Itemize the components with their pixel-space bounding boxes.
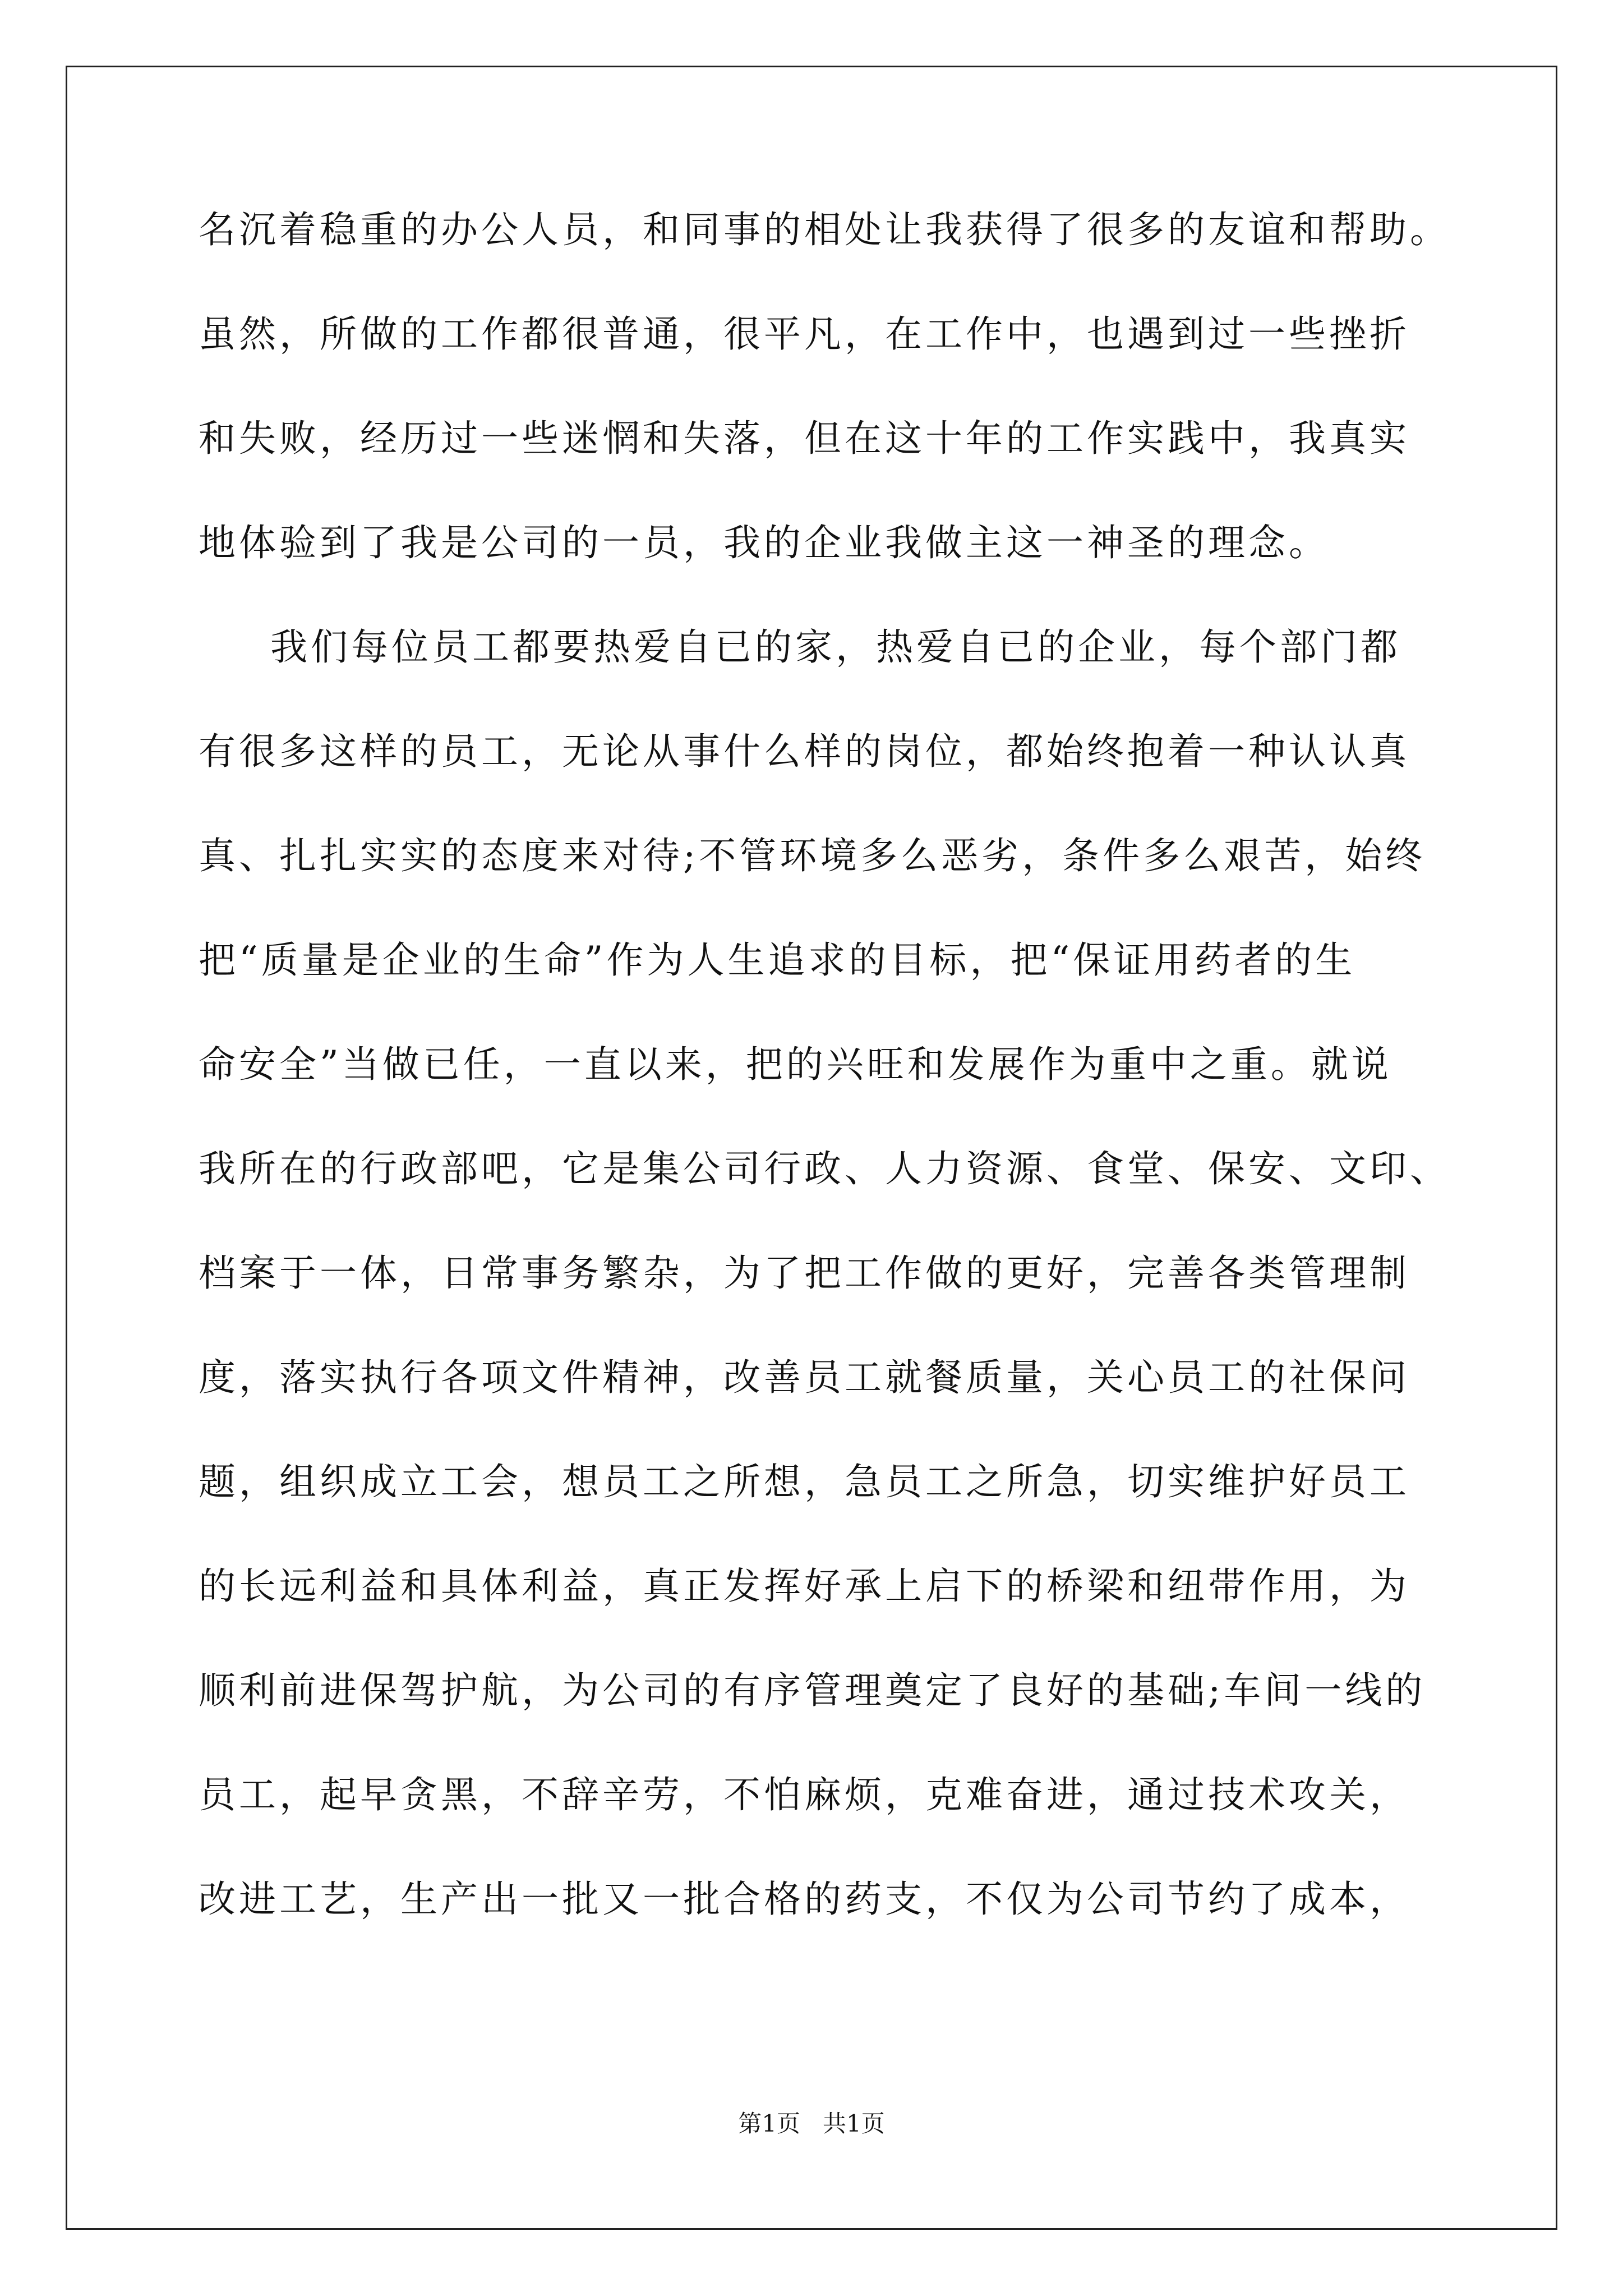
page-total: 共1页 (823, 2110, 885, 2137)
text-line: 我所在的行政部吧，它是集公司行政、人力资源、食堂、保安、文印、 (199, 1147, 1450, 1190)
text-line: 地体验到了我是公司的一员，我的企业我做主这一神圣的理念。 (199, 521, 1329, 564)
page-number: 第1页 (738, 2110, 800, 2137)
text-line: 员工，起早贪黑，不辞辛劳，不怕麻烦，克难奋进，通过技术攻关， (199, 1773, 1410, 1816)
text-line: 和失败，经历过一些迷惘和失落，但在这十年的工作实践中，我真实 (199, 417, 1410, 460)
text-line: 顺利前进保驾护航，为公司的有序管理奠定了良好的基础;车间一线的 (199, 1669, 1426, 1712)
page-footer (0, 2108, 1623, 2139)
text-line: 虽然，所做的工作都很普通，很平凡，在工作中，也遇到过一些挫折 (199, 312, 1410, 356)
text-line: 名沉着稳重的办公人员，和同事的相处让我获得了很多的友谊和帮助。 (199, 208, 1450, 251)
text-line: 档案于一体，日常事务繁杂，为了把工作做的更好，完善各类管理制 (199, 1251, 1410, 1295)
text-line: 命安全”当做已任，一直以来，把的兴旺和发展作为重中之重。就说 (199, 1043, 1392, 1086)
text-line: 改进工艺，生产出一批又一批合格的药支，不仅为公司节约了成本， (199, 1878, 1410, 1921)
text-line: 有很多这样的员工，无论从事什么样的岗位，都始终抱着一种认认真 (199, 730, 1410, 773)
paragraph-first-line: 我们每位员工都要热爱自已的家，热爱自已的企业，每个部门都 (270, 625, 1401, 669)
text-line: 真、扎扎实实的态度来对待;不管环境多么恶劣，条件多么艰苦，始终 (199, 834, 1426, 877)
text-line: 的长远利益和具体利益，真正发挥好承上启下的桥梁和纽带作用，为 (199, 1565, 1410, 1608)
text-line: 度，落实执行各项文件精神，改善员工就餐质量，关心员工的社保问 (199, 1356, 1410, 1399)
text-line: 题，组织成立工会，想员工之所想，急员工之所急，切实维护好员工 (199, 1460, 1410, 1503)
text-line: 把“质量是企业的生命”作为人生追求的目标，把“保证用药者的生 (199, 938, 1356, 982)
